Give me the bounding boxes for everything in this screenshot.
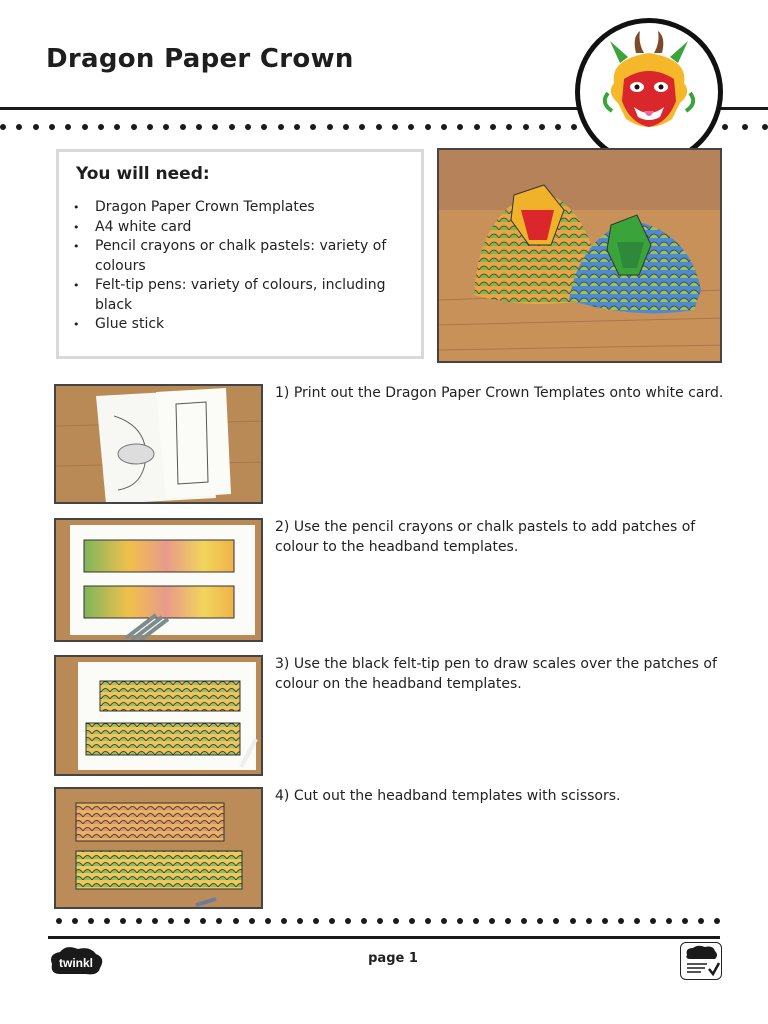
footer-rule: [48, 936, 720, 939]
page-title: Dragon Paper Crown: [46, 44, 354, 74]
header-dots: [0, 124, 578, 130]
dragon-face-icon: [580, 23, 718, 161]
you-will-need-box: [56, 149, 424, 359]
list-item: • A4 white card: [95, 218, 425, 238]
step-1-text: 1) Print out the Dragon Paper Crown Templates onto white card.: [275, 385, 724, 401]
header-rule: [0, 107, 600, 110]
step-4-text: 4) Cut out the headband templates with scissors.: [275, 788, 621, 804]
step-2-text: 2) Use the pencil crayons or chalk pastels to add patches of colour to the headband templates.: [275, 519, 696, 555]
step-2-photo: [54, 518, 263, 642]
header-dots-right: [722, 124, 768, 130]
list-item: • Felt-tip pens: variety of colours, including black: [95, 276, 425, 315]
list-item: • Pencil crayons or chalk pastels: variety of colours: [95, 237, 425, 276]
materials-list: [59, 198, 425, 335]
finished-crowns-photo: [437, 148, 722, 363]
page-number: page 1: [368, 951, 418, 966]
twinkl-logo-label: twinkl: [58, 956, 94, 970]
you-will-need-heading: You will need:: [76, 164, 210, 184]
step-4-photo: [54, 787, 263, 909]
quality-standard-badge: [680, 942, 722, 980]
list-item: • Glue stick: [95, 315, 425, 335]
footer-dots: [56, 918, 720, 924]
step-1-photo: [54, 384, 263, 504]
step-3-photo: [54, 655, 263, 776]
list-item: • Dragon Paper Crown Templates: [95, 198, 425, 218]
step-3-text: 3) Use the black felt-tip pen to draw scales over the patches of colour on the headband templates.: [275, 656, 717, 692]
dragon-badge: [575, 18, 723, 166]
header-rule-right: [716, 107, 768, 110]
